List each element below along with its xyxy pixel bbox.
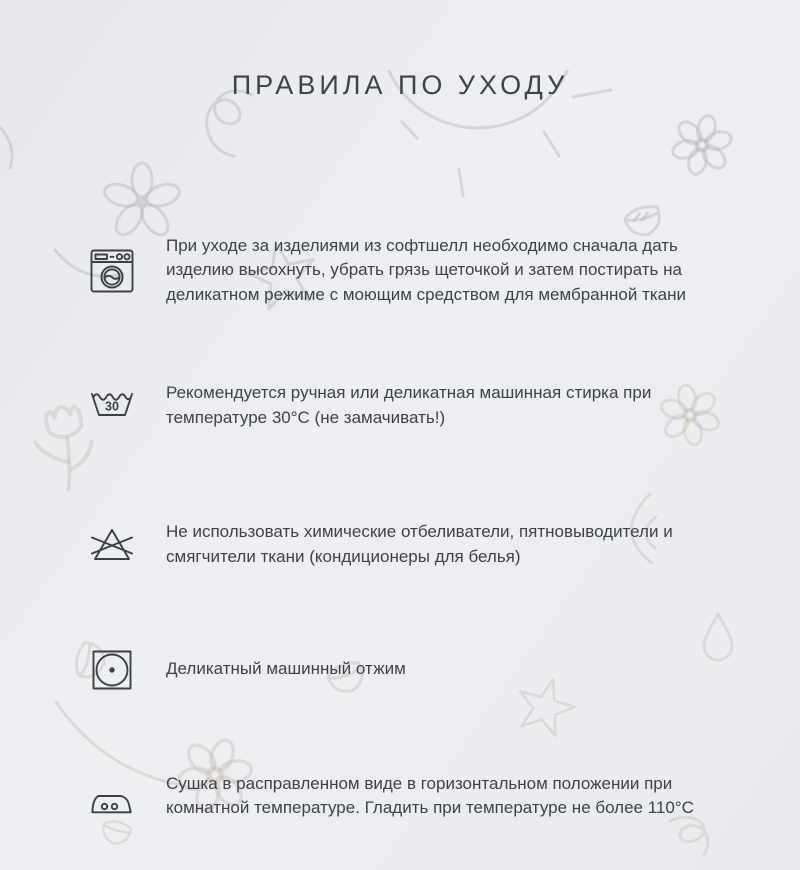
page-title: ПРАВИЛА ПО УХОДУ (231, 70, 569, 100)
care-list (0, 217, 800, 838)
care-item-dry-iron (88, 755, 720, 838)
care-item-text: Не использовать химические отбеливатели, пятновыводители и смягчители ткани (кондиционеры для белья) (166, 522, 673, 566)
care-item-no-bleach (88, 503, 720, 586)
care-item-text: Деликатный машинный отжим (166, 659, 406, 679)
care-item-wash-30 (88, 364, 720, 447)
no-bleach-icon (88, 521, 136, 569)
care-item-gentle-spin (88, 640, 720, 698)
iron-icon (88, 772, 136, 820)
washing-machine-icon (88, 247, 136, 295)
handwash-30-icon (88, 382, 136, 430)
wash-temp-label: 30 (105, 399, 119, 414)
care-item-text: Рекомендуется ручная или деликатная машинная стирка при температуре 30°С (не замачивать!) (166, 383, 652, 427)
care-item-text: При уходе за изделиями из софтшелл необходимо сначала дать изделию высохнуть, убрать грязь щеточкой и затем постирать на деликатном режиме с моющим средством для мембранной ткани (166, 236, 687, 304)
care-item-text: Сушка в расправленном виде в горизонтальном положении при комнатной температуре. Гладить при температуре не более 110°С (166, 773, 694, 818)
care-item-machine-wash (88, 217, 720, 324)
gentle-spin-icon (88, 646, 136, 694)
